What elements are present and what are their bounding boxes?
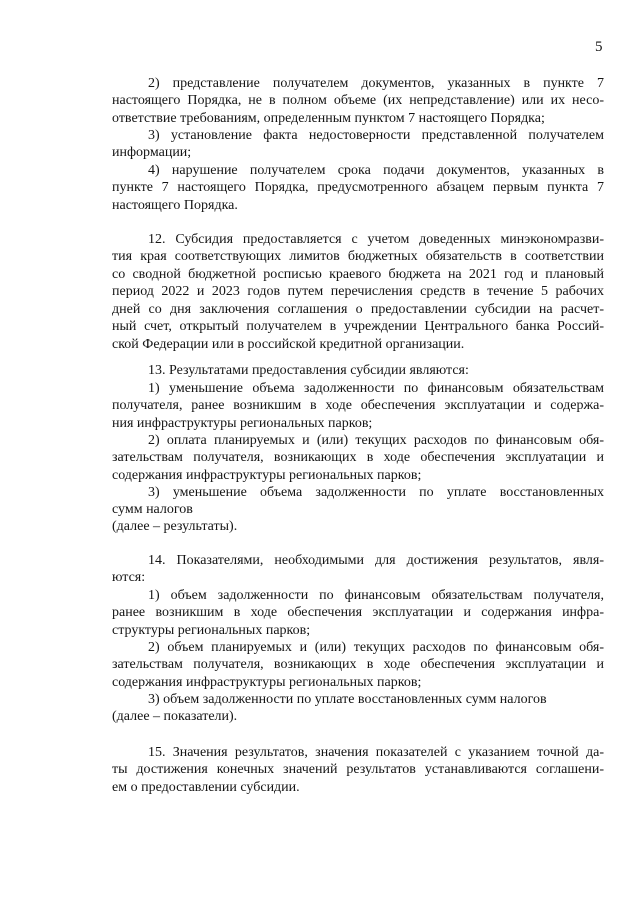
paragraph-p12 bbox=[112, 231, 604, 354]
text-line: зательствам получателя, возникающих в ходе обеспечения эксплуатации и bbox=[112, 657, 604, 673]
text-line: ты достижения конечных значений результатов устанавливаются соглашени- bbox=[112, 762, 604, 778]
text-line: структуры региональных парков; bbox=[112, 622, 311, 638]
text-line: 12. Субсидия предоставляется с учетом доведенных минэкономразви- bbox=[148, 231, 604, 247]
paragraph-p14-tail bbox=[112, 708, 604, 726]
paragraph-p14-2 bbox=[112, 639, 604, 692]
text-line: 1) объем задолженности по финансовым обязательствам получателя, bbox=[148, 587, 604, 603]
text-line: ем о предоставлении субсидии. bbox=[112, 779, 300, 795]
text-line: ранее возникшим в ходе обеспечения эксплуатации и содержания инфра- bbox=[112, 605, 604, 621]
paragraph-p15 bbox=[112, 744, 604, 797]
text-line: 2) представление получателем документов, указанных в пункте 7 bbox=[148, 75, 604, 91]
paragraph-p14-3 bbox=[112, 691, 604, 709]
paragraph-p11-3 bbox=[112, 127, 604, 162]
text-line: содержания инфраструктуры региональных парков; bbox=[112, 674, 422, 690]
text-line: получателя, ранее возникшим в ходе обеспечения эксплуатации и содержа- bbox=[112, 398, 604, 414]
paragraph-p13-tail bbox=[112, 518, 604, 536]
text-line: настоящего Порядка, не в полном объеме (их непредставление) или их несо- bbox=[112, 93, 604, 109]
text-line: 13. Результатами предоставления субсидии являются: bbox=[148, 362, 469, 378]
paragraph-p14 bbox=[112, 552, 604, 587]
text-line: со сводной бюджетной росписью краевого бюджета на 2021 год и плановый bbox=[112, 266, 604, 282]
text-line: 14. Показателями, необходимыми для достижения результатов, явля- bbox=[148, 552, 604, 568]
paragraph-p11-4 bbox=[112, 162, 604, 215]
text-line: ской Федерации или в российской кредитной организации. bbox=[112, 337, 465, 353]
text-line: информации; bbox=[112, 145, 192, 161]
paragraph-p13 bbox=[112, 362, 604, 380]
text-line: 15. Значения результатов, значения показателей с указанием точной да- bbox=[148, 744, 604, 760]
text-line: 2) оплата планируемых и (или) текущих расходов по финансовым обя- bbox=[148, 432, 604, 448]
text-line: тия края соответствующих лимитов бюджетных обязательств в соответствии bbox=[112, 249, 604, 265]
paragraph-p13-1 bbox=[112, 380, 604, 433]
paragraph-p13-3 bbox=[112, 484, 604, 519]
text-line: ответствие требованиям, определенным пунктом 7 настоящего Порядка; bbox=[112, 110, 545, 126]
paragraph-p14-1 bbox=[112, 587, 604, 640]
text-line: сумм налогов bbox=[112, 502, 193, 518]
text-line: 4) нарушение получателем срока подачи документов, указанных в bbox=[148, 162, 604, 178]
text-line: ются: bbox=[112, 570, 146, 586]
text-line: 1) уменьшение объема задолженности по финансовым обязательствам bbox=[148, 380, 604, 396]
text-line: 2) объем планируемых и (или) текущих расходов по финансовым обя- bbox=[148, 639, 604, 655]
paragraph-p13-2 bbox=[112, 432, 604, 485]
text-line: зательствам получателя, возникающих в ходе обеспечения эксплуатации и bbox=[112, 450, 604, 466]
text-line: ный счет, открытый получателем в учреждении Центрального банка Россий- bbox=[112, 319, 604, 335]
text-line: ния инфраструктуры региональных парков; bbox=[112, 415, 373, 431]
paragraph-p11-2 bbox=[112, 75, 604, 128]
text-line: пункте 7 настоящего Порядка, предусмотренного абзацем первым пункта 7 bbox=[112, 180, 604, 196]
text-line: (далее – показатели). bbox=[112, 708, 238, 724]
text-line: (далее – результаты). bbox=[112, 518, 238, 534]
text-line: период 2022 и 2023 годов путем перечисления средств в течение 5 рабочих bbox=[112, 284, 604, 300]
page-number: 5 bbox=[595, 39, 603, 55]
text-line: настоящего Порядка. bbox=[112, 197, 238, 213]
text-line: 3) уменьшение объема задолженности по уплате восстановленных bbox=[148, 484, 604, 500]
text-line: 3) установление факта недостоверности представленной получателем bbox=[148, 127, 604, 143]
text-line: содержания инфраструктуры региональных парков; bbox=[112, 467, 422, 483]
text-line: дней со дня заключения соглашения о предоставлении субсидии на расчет- bbox=[112, 301, 604, 317]
text-line: 3) объем задолженности по уплате восстановленных сумм налогов bbox=[148, 691, 547, 707]
